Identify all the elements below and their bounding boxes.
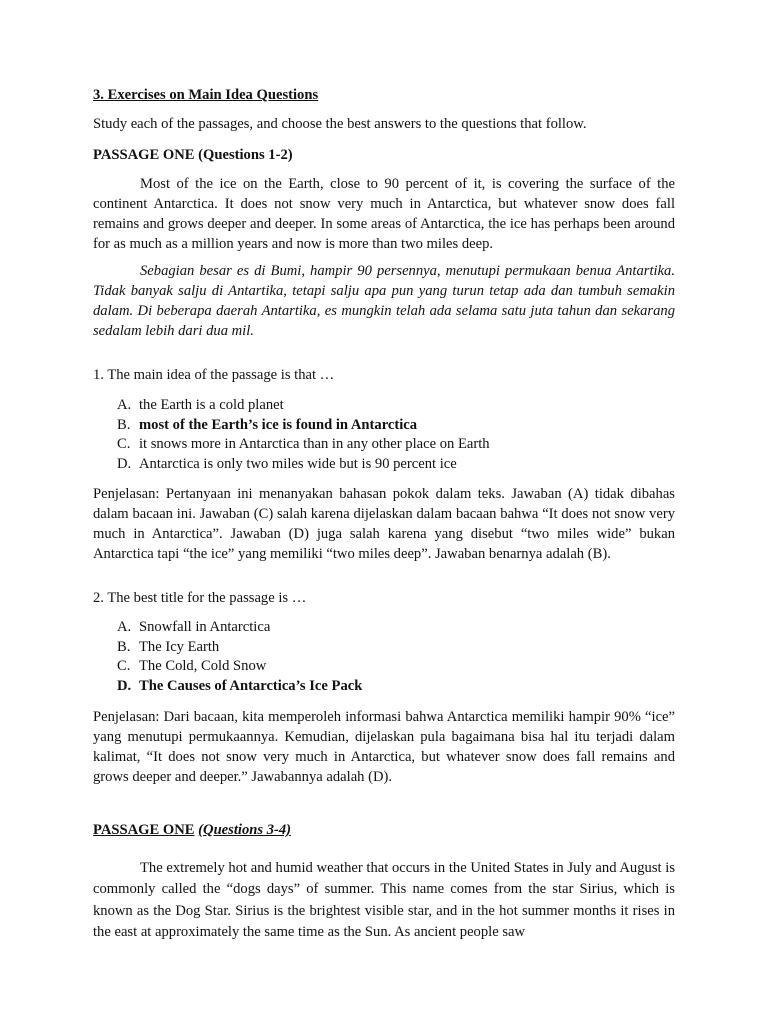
- question-1-stem: 1. The main idea of the passage is that …: [93, 367, 335, 383]
- passage-two-english: The extremely hot and humid weather that occurs in the United States in July and August is commonly called the “dogs days” of summer. This name comes from the star Sirius, which is known as the Dog Star. Sirius is the brightest visible star, and in the hot summer months it rises in the east at approximately the same time as the Sun. As ancient people saw: [93, 860, 675, 941]
- option-c[interactable]: C. The Cold, Cold Snow: [117, 658, 267, 674]
- passage-one-heading: PASSAGE ONE (Questions 1-2): [93, 147, 293, 163]
- question-2-stem: 2. The best title for the passage is …: [93, 590, 307, 606]
- option-b[interactable]: B. The Icy Earth: [117, 638, 220, 655]
- question-1-explanation: Penjelasan: Pertanyaan ini menanyakan bahasan pokok dalam teks. Jawaban (A) tidak dibahas dalam bacaan ini. Jawaban (C) salah karena dijelaskan dalam bacaan bahwa “It does not snow very much in Antarctica”. Jawaban (D) juga salah karena yang disebut “two miles wide” bukan Antarctica tapi “the ice” yang memiliki “two miles deep”. Jawaban benarnya adalah (B).: [93, 486, 675, 562]
- option-d[interactable]: D. Antarctica is only two miles wide but is 90 percent ice: [117, 455, 457, 472]
- passage-one-english: Most of the ice on the Earth, close to 90 percent of it, is covering the surface of the continent Antarctica. It does not snow very much in Antarctica, but whatever snow does fall remains and grows deeper and deeper. In some areas of Antarctica, the ice has perhaps been around for as much as a million years and now is more than two miles deep.: [93, 176, 675, 252]
- option-d[interactable]: D. The Causes of Antarctica’s Ice Pack: [117, 677, 363, 694]
- question-2-options: [117, 618, 677, 696]
- option-a[interactable]: A. Snowfall in Antarctica: [117, 619, 271, 635]
- question-1-options: [117, 396, 677, 474]
- question-2-explanation: Penjelasan: Dari bacaan, kita memperoleh informasi bahwa Antarctica memiliki hampir 90% “ice” yang menutupi permukaannya. Kemudian, dijelaskan pula bagaimana bisa hal itu terjadi dalam kalimat, “It does not snow very much in Antarctica, but whatever snow does fall remains and grows deeper and deeper.” Jawabannya adalah (D).: [93, 709, 675, 785]
- option-c[interactable]: C. it snows more in Antarctica than in any other place on Earth: [117, 436, 490, 452]
- section-title: 3. Exercises on Main Idea Questions: [93, 87, 319, 103]
- option-b[interactable]: B. most of the Earth’s ice is found in Antarctica: [117, 416, 418, 433]
- passage-one-indonesian: Sebagian besar es di Bumi, hampir 90 persennya, menutupi permukaan benua Antartika. Tidak banyak salju di Antartika, tetapi salju apa pun yang turun tetap ada dan tumbuh semakin dalam. Di beberapa daerah Antartika, es mungkin telah ada selama satu juta tahun dan sekarang sedalam lebih dari dua mil.: [93, 263, 675, 339]
- option-a[interactable]: A. the Earth is a cold planet: [117, 397, 284, 413]
- instruction-text: Study each of the passages, and choose the best answers to the questions that follow.: [93, 116, 587, 132]
- passage-two-heading: PASSAGE ONE (Questions 3-4): [93, 822, 292, 838]
